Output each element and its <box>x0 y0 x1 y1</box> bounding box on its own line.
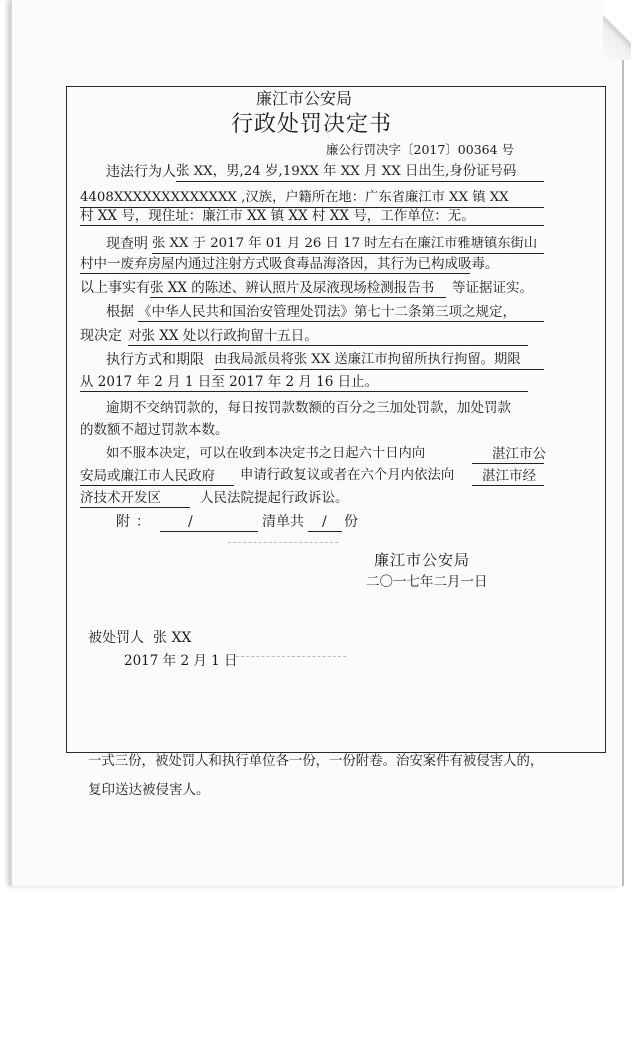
appeal-line3: 人民法院提起行政诉讼。 <box>200 490 349 506</box>
appeal-court-part2: 济技术开发区 <box>80 490 161 506</box>
agency-heading: 廉江市公安局 <box>256 89 353 108</box>
evidence-label: 以上事实有 <box>80 280 150 296</box>
document-number: 廉公行罚决字〔2017〕00364 号 <box>326 142 515 157</box>
page-curl <box>603 0 631 60</box>
findings-line1: 张 XX 于 2017 年 01 月 26 日 17 时左右在廉江市雅塘镇东街山 <box>152 236 538 251</box>
issue-date: 二〇一七年二月一日 <box>366 574 488 590</box>
decision-text: 对张 XX 处以行政拘留十五日。 <box>128 328 318 344</box>
appeal-review-org-part2: 安局或廉江市人民政府 <box>80 468 215 484</box>
signature-date: 2017 年 2 月 1 日 <box>124 653 238 669</box>
findings-line2: 村中一废弃房屋内通过注射方式吸食毒品海洛因，其行为已构成吸毒。 <box>80 256 499 272</box>
violator-info-line2: 4408XXXXXXXXXXXXX ,汉族，户籍所在地：广东省廉江市 XX 镇 XX <box>80 190 509 205</box>
appeal-review-org-part1: 湛江市公 <box>492 446 546 462</box>
execution-text-line1: 由我局派员将张 XX 送廉江市拘留所执行拘留。期限 <box>214 352 521 367</box>
attachment-value: / <box>188 514 193 530</box>
penalized-person-label: 被处罚人 <box>88 630 144 646</box>
decision-label: 现决定 <box>80 328 122 344</box>
penalized-person-name: 张 XX <box>153 630 192 646</box>
execution-text-line2: 从 2017 年 2 月 1 日至 2017 年 2 月 16 日止。 <box>80 374 379 390</box>
legal-basis-label: 根据 <box>106 304 134 320</box>
late-fee-line1: 逾期不交纳罚款的，每日按罚款数额的百分之三加处罚款，加处罚款 <box>106 400 511 416</box>
appeal-line2: 申请行政复议或者在六个月内依法向 <box>240 468 455 483</box>
document-title: 行政处罚决定书 <box>231 112 393 137</box>
violator-info-line1: 张 XX，男,24 岁,19XX 年 XX 月 XX 日出生,身份证号码 <box>176 164 517 179</box>
attachment-label: 附： <box>116 514 156 530</box>
evidence-list: 张 XX 的陈述、辨认照片及尿液现场检测报告书 <box>150 280 435 296</box>
evidence-suffix: 等证据证实。 <box>452 280 533 296</box>
legal-basis: 《中华人民共和国治安管理处罚法》第七十二条第三项之规定， <box>138 304 516 320</box>
footer-note-line2: 复印送达被侵害人。 <box>88 782 210 798</box>
appeal-court-part1: 湛江市经 <box>482 468 536 484</box>
violator-label: 违法行为人 <box>106 164 176 180</box>
execution-label: 执行方式和期限 <box>106 352 204 368</box>
attachment-list-label: 清单共 <box>262 514 304 530</box>
footer-note-line1: 一式三份，被处罚人和执行单位各一份，一份附卷。治安案件有被侵害人的， <box>88 754 544 769</box>
findings-label: 现查明 <box>106 236 148 252</box>
late-fee-line2: 的数额不超过罚款本数。 <box>80 422 229 438</box>
appeal-line1: 如不服本决定，可以在收到本决定书之日起六十日内向 <box>106 446 426 461</box>
attachment-count: / <box>322 514 327 530</box>
issuer-name: 廉江市公安局 <box>374 551 471 569</box>
violator-info-line3: 村 XX 号，现住址：廉江市 XX 镇 XX 村 XX 号，工作单位：无。 <box>80 208 475 224</box>
attachment-unit: 份 <box>344 514 358 530</box>
